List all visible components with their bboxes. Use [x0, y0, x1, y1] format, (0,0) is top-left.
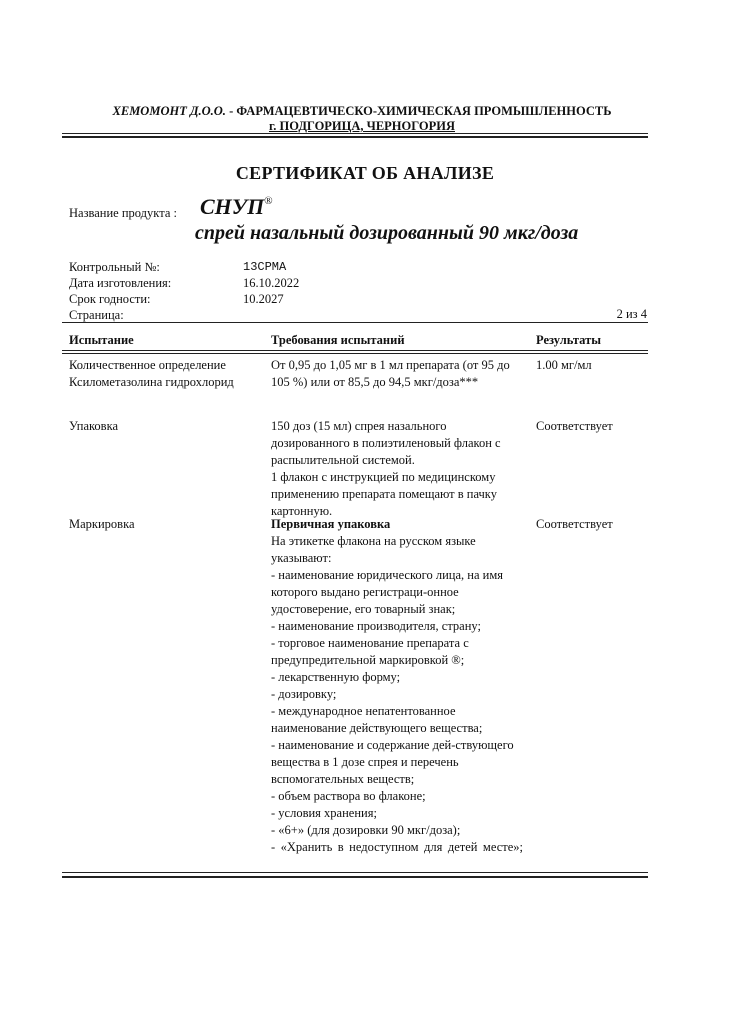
table-row-test: Упаковка	[69, 419, 119, 433]
table-row-requirement: На этикетке флакона на русском языке указывают: - наименование юридического лица, на имя которого выдано регистраци-онное удостоверение, его товарный знак; - наименование производителя, страну; - торговое наименование препарата с предупредительной маркировкой ®; - лекарственную форму; - дозировку; - международное непатентованное наименование действующего вещества; - наименование и содержание дей-ствующего вещества в 1 дозе спрея и перечень вспомогательных веществ; - объем раствора во флаконе; - условия хранения; - «6+» (для дозировки 90 мкг/доза);	[271, 534, 514, 837]
expiry-value: 10.2027	[243, 292, 284, 306]
footer-divider	[62, 872, 648, 873]
table-row-test: Количественное определение Ксилометазолина гидрохлорид	[69, 358, 234, 389]
page-label: Страница:	[69, 308, 124, 322]
control-number-value: 13CPMA	[243, 260, 287, 274]
expiry-label: Срок годности:	[69, 292, 151, 306]
company-industry: - ФАРМАЦЕВТИЧЕСКО-ХИМИЧЕСКАЯ ПРОМЫШЛЕННОСТЬ	[225, 104, 612, 118]
control-number-label: Контрольный №:	[69, 260, 160, 274]
table-header-divider-double	[62, 353, 648, 354]
document-title: СЕРТИФИКАТ ОБ АНАЛИЗЕ	[235, 163, 495, 183]
column-header-test: Испытание	[69, 333, 134, 347]
table-row-requirement-heading: Первичная упаковка	[271, 517, 391, 531]
page-value: 2 из 4	[616, 307, 647, 321]
product-name-text: СНУП	[200, 194, 265, 219]
header-divider	[62, 133, 648, 134]
table-row-result: Соответствует	[536, 517, 613, 531]
column-header-results: Результаты	[536, 333, 601, 347]
registered-mark: ®	[264, 195, 273, 207]
column-header-requirements: Требования испытаний	[271, 333, 405, 347]
table-row-requirement: От 0,95 до 1,05 мг в 1 мл препарата (от 95 до 105 %) или от 85,5 до 94,5 мкг/доза***	[271, 358, 510, 389]
manufacture-date-value: 16.10.2022	[243, 276, 300, 290]
meta-divider	[62, 322, 648, 323]
company-location: г. ПОДГОРИЦА, ЧЕРНОГОРИЯ	[268, 119, 455, 133]
product-description: спрей назальный дозированный 90 мкг/доза	[195, 222, 579, 244]
product-label: Название продукта :	[69, 206, 177, 220]
table-row-result: 1.00 мг/мл	[536, 358, 592, 372]
table-row-test: Маркировка	[69, 517, 135, 531]
header-divider-thick	[62, 136, 648, 138]
footer-divider-thick	[62, 876, 648, 878]
table-row-requirement: 150 доз (15 мл) спрея назального дозированного в полиэтиленовый флакон с распылительной системой. 1 флакон с инструкцией по медицинскому применению препарата помещают в пачку картонную.	[271, 419, 501, 518]
table-row-result: Соответствует	[536, 419, 613, 433]
company-name: ХЕМОМОНТ Д.О.О.	[112, 104, 226, 118]
table-header-divider	[62, 350, 648, 351]
manufacture-date-label: Дата изготовления:	[69, 276, 172, 290]
table-row-requirement-last: - «Хранить в недоступном для детей месте»;	[271, 840, 523, 854]
company-header	[62, 104, 662, 134]
product-name	[200, 194, 273, 220]
